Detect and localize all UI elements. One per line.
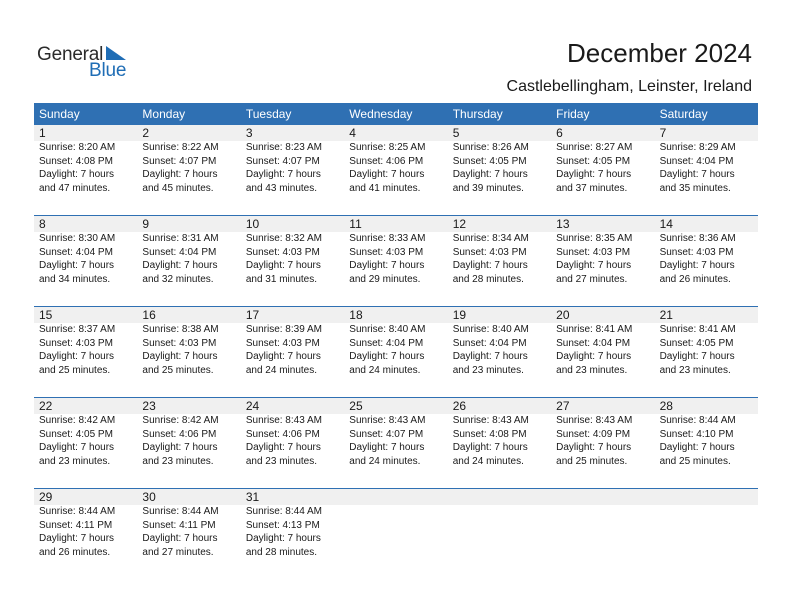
daylight-text: and 39 minutes.: [452, 182, 524, 194]
sunset-text: Sunset: 4:09 PM: [556, 428, 631, 440]
day-cell: [34, 307, 137, 377]
daylight-text: and 35 minutes.: [659, 182, 731, 194]
sunset-text: Sunset: 4:05 PM: [39, 428, 113, 440]
empty-day-cell: [344, 489, 447, 559]
day-cell: [137, 489, 240, 559]
daylight-text: Daylight: 7 hours: [39, 442, 115, 453]
logo: [37, 44, 147, 84]
sunset-text: Sunset: 4:03 PM: [452, 246, 527, 258]
day-number: 4: [349, 126, 356, 140]
daylight-text: Daylight: 7 hours: [245, 169, 321, 180]
sunrise-text: Sunrise: 8:41 AM: [659, 324, 736, 335]
day-number: 12: [452, 217, 467, 231]
sunrise-text: Sunrise: 8:43 AM: [245, 415, 322, 426]
sunset-text: Sunset: 4:05 PM: [659, 337, 734, 349]
day-number: 9: [142, 217, 150, 231]
day-number: 26: [452, 399, 467, 413]
logo-word-blue: Blue: [89, 60, 127, 81]
weekday-thursday: Thursday: [452, 107, 503, 121]
sunset-text: Sunset: 4:10 PM: [659, 428, 734, 440]
day-cell: [34, 216, 137, 286]
daylight-text: and 23 minutes.: [452, 364, 524, 376]
daylight-text: Daylight: 7 hours: [142, 533, 218, 544]
day-cell: [448, 216, 551, 286]
weekday-saturday: Saturday: [659, 107, 708, 121]
sunrise-text: Sunrise: 8:35 AM: [556, 233, 633, 244]
day-cell: [137, 216, 240, 286]
daylight-text: and 26 minutes.: [39, 546, 111, 558]
day-number: 16: [142, 308, 156, 322]
sunset-text: Sunset: 4:04 PM: [659, 155, 734, 167]
week-days: [34, 398, 758, 468]
day-cell: [241, 125, 344, 195]
weekday-tuesday: Tuesday: [245, 107, 292, 121]
weekday-monday: Monday: [142, 107, 186, 121]
sunrise-text: Sunrise: 8:34 AM: [452, 233, 529, 244]
daylight-text: and 25 minutes.: [556, 455, 628, 467]
sunset-text: Sunset: 4:07 PM: [349, 428, 424, 440]
day-cell: [551, 307, 654, 377]
daylight-text: and 23 minutes.: [556, 364, 628, 376]
day-number: 3: [245, 126, 253, 140]
day-number: 7: [659, 126, 667, 140]
sunset-text: Sunset: 4:03 PM: [39, 337, 113, 349]
sunset-text: Sunset: 4:07 PM: [245, 155, 320, 167]
day-number: 28: [659, 399, 673, 413]
day-number: 14: [659, 217, 673, 231]
day-cell: [344, 125, 447, 195]
day-number: 24: [245, 399, 260, 413]
sunrise-text: Sunrise: 8:40 AM: [349, 324, 426, 335]
sunrise-text: Sunrise: 8:26 AM: [452, 142, 529, 153]
daylight-text: and 31 minutes.: [245, 273, 318, 285]
sunrise-text: Sunrise: 8:40 AM: [452, 324, 529, 335]
daylight-text: Daylight: 7 hours: [142, 351, 218, 362]
daylight-text: and 37 minutes.: [556, 182, 628, 194]
day-cell: [448, 398, 551, 468]
sunrise-text: Sunrise: 8:42 AM: [39, 415, 116, 426]
daylight-text: Daylight: 7 hours: [452, 351, 528, 362]
daylight-text: and 23 minutes.: [39, 455, 111, 467]
day-cell: [551, 398, 654, 468]
daylight-text: Daylight: 7 hours: [659, 169, 735, 180]
week-days: [34, 489, 758, 559]
daylight-text: and 32 minutes.: [142, 273, 214, 285]
day-cell: [344, 216, 447, 286]
sunset-text: Sunset: 4:03 PM: [245, 337, 320, 349]
daylight-text: Daylight: 7 hours: [39, 533, 115, 544]
day-cell: [34, 398, 137, 468]
day-cell: [241, 398, 344, 468]
sunset-text: Sunset: 4:04 PM: [142, 246, 217, 258]
daylight-text: Daylight: 7 hours: [556, 260, 632, 271]
daylight-text: and 24 minutes.: [452, 455, 524, 467]
daylight-text: Daylight: 7 hours: [142, 169, 218, 180]
daylight-text: Daylight: 7 hours: [142, 442, 218, 453]
location-subtitle: Castlebellingham, Leinster, Ireland: [506, 78, 752, 95]
daylight-text: and 23 minutes.: [245, 455, 318, 467]
sunrise-text: Sunrise: 8:31 AM: [142, 233, 219, 244]
day-number: 31: [245, 490, 260, 504]
week-days: [34, 216, 758, 286]
week-row: [34, 397, 758, 488]
day-cell: [655, 307, 758, 377]
sunset-text: Sunset: 4:07 PM: [142, 155, 217, 167]
daylight-text: and 24 minutes.: [245, 364, 318, 376]
day-number: 5: [452, 126, 460, 140]
day-number: 6: [556, 126, 563, 140]
empty-day-cell: [655, 489, 758, 559]
daylight-text: and 47 minutes.: [39, 182, 111, 194]
sunset-text: Sunset: 4:06 PM: [349, 155, 424, 167]
sunset-text: Sunset: 4:13 PM: [245, 519, 320, 531]
day-cell: [241, 216, 344, 286]
daylight-text: and 45 minutes.: [142, 182, 214, 194]
daylight-text: and 34 minutes.: [39, 273, 111, 285]
daylight-text: and 23 minutes.: [659, 364, 731, 376]
day-cell: [34, 125, 137, 195]
weekday-wednesday: Wednesday: [349, 107, 413, 121]
sunset-text: Sunset: 4:05 PM: [556, 155, 631, 167]
daylight-text: and 27 minutes.: [556, 273, 628, 285]
daylight-text: Daylight: 7 hours: [39, 260, 115, 271]
sunset-text: Sunset: 4:04 PM: [39, 246, 113, 258]
sunset-text: Sunset: 4:08 PM: [452, 428, 527, 440]
day-number: 8: [39, 217, 46, 231]
logo-word-general: General: [37, 44, 104, 65]
day-number: 1: [39, 126, 46, 140]
daylight-text: and 25 minutes.: [659, 455, 731, 467]
sunrise-text: Sunrise: 8:39 AM: [245, 324, 322, 335]
day-cell: [137, 398, 240, 468]
sunrise-text: Sunrise: 8:29 AM: [659, 142, 736, 153]
day-cell: [551, 125, 654, 195]
sunrise-text: Sunrise: 8:44 AM: [39, 506, 116, 517]
week-row: [34, 488, 758, 579]
daylight-text: Daylight: 7 hours: [349, 351, 425, 362]
sunrise-text: Sunrise: 8:43 AM: [349, 415, 426, 426]
daylight-text: Daylight: 7 hours: [452, 260, 528, 271]
sunset-text: Sunset: 4:11 PM: [142, 519, 216, 531]
day-number: 19: [452, 308, 467, 322]
daylight-text: and 26 minutes.: [659, 273, 731, 285]
sunrise-text: Sunrise: 8:20 AM: [39, 142, 116, 153]
sunset-text: Sunset: 4:04 PM: [452, 337, 527, 349]
sunrise-text: Sunrise: 8:41 AM: [556, 324, 633, 335]
day-cell: [241, 307, 344, 377]
daylight-text: and 28 minutes.: [452, 273, 524, 285]
sunset-text: Sunset: 4:06 PM: [245, 428, 320, 440]
calendar-weeks: [34, 125, 758, 579]
day-cell: [344, 398, 447, 468]
week-days: [34, 125, 758, 195]
day-number: 15: [39, 308, 53, 322]
daylight-text: and 28 minutes.: [245, 546, 318, 558]
sunset-text: Sunset: 4:03 PM: [142, 337, 217, 349]
sunrise-text: Sunrise: 8:25 AM: [349, 142, 426, 153]
sunrise-text: Sunrise: 8:43 AM: [452, 415, 529, 426]
day-number: 17: [245, 308, 260, 322]
daylight-text: Daylight: 7 hours: [349, 442, 425, 453]
sunset-text: Sunset: 4:11 PM: [39, 519, 113, 531]
week-row: [34, 306, 758, 397]
day-number: 30: [142, 490, 156, 504]
sunrise-text: Sunrise: 8:27 AM: [556, 142, 633, 153]
sunrise-text: Sunrise: 8:37 AM: [39, 324, 116, 335]
day-cell: [655, 216, 758, 286]
empty-day-cell: [551, 489, 654, 559]
sunrise-text: Sunrise: 8:36 AM: [659, 233, 736, 244]
day-number: 21: [659, 308, 673, 322]
day-cell: [241, 489, 344, 559]
empty-day-cell: [448, 489, 551, 559]
weekday-sunday: Sunday: [39, 107, 80, 121]
daylight-text: and 25 minutes.: [142, 364, 214, 376]
day-number: 11: [349, 217, 362, 231]
daylight-text: Daylight: 7 hours: [39, 169, 115, 180]
sunset-text: Sunset: 4:03 PM: [349, 246, 424, 258]
daylight-text: Daylight: 7 hours: [349, 260, 425, 271]
day-cell: [655, 398, 758, 468]
daylight-text: and 41 minutes.: [349, 182, 421, 194]
day-cell: [551, 216, 654, 286]
daylight-text: and 24 minutes.: [349, 364, 421, 376]
sunrise-text: Sunrise: 8:43 AM: [556, 415, 633, 426]
sunset-text: Sunset: 4:03 PM: [659, 246, 734, 258]
sunset-text: Sunset: 4:03 PM: [556, 246, 631, 258]
sunrise-text: Sunrise: 8:33 AM: [349, 233, 426, 244]
week-row: [34, 215, 758, 306]
sunrise-text: Sunrise: 8:42 AM: [142, 415, 219, 426]
page-title: December 2024: [567, 38, 752, 68]
daylight-text: Daylight: 7 hours: [452, 169, 528, 180]
daylight-text: Daylight: 7 hours: [349, 169, 425, 180]
week-row: [34, 125, 758, 215]
day-number: 23: [142, 399, 156, 413]
sunset-text: Sunset: 4:04 PM: [556, 337, 631, 349]
day-cell: [448, 307, 551, 377]
day-cell: [344, 307, 447, 377]
day-number: 27: [556, 399, 570, 413]
day-number: 20: [556, 308, 570, 322]
weekday-friday: Friday: [556, 107, 590, 121]
daylight-text: and 25 minutes.: [39, 364, 111, 376]
week-days: [34, 307, 758, 377]
day-cell: [448, 125, 551, 195]
day-cell: [34, 489, 137, 559]
day-cell: [137, 307, 240, 377]
weekday-header: [34, 103, 758, 125]
daylight-text: Daylight: 7 hours: [245, 351, 321, 362]
day-number: 29: [39, 490, 53, 504]
sunrise-text: Sunrise: 8:44 AM: [245, 506, 322, 517]
sunrise-text: Sunrise: 8:22 AM: [142, 142, 219, 153]
sunset-text: Sunset: 4:04 PM: [349, 337, 424, 349]
daylight-text: Daylight: 7 hours: [556, 351, 632, 362]
sunrise-text: Sunrise: 8:44 AM: [659, 415, 736, 426]
daylight-text: Daylight: 7 hours: [659, 351, 735, 362]
day-number: 25: [349, 399, 363, 413]
daylight-text: and 43 minutes.: [245, 182, 318, 194]
daylight-text: and 23 minutes.: [142, 455, 214, 467]
daylight-text: and 24 minutes.: [349, 455, 421, 467]
sunrise-text: Sunrise: 8:23 AM: [245, 142, 322, 153]
daylight-text: and 27 minutes.: [142, 546, 214, 558]
day-cell: [655, 125, 758, 195]
daylight-text: Daylight: 7 hours: [39, 351, 115, 362]
day-cell: [137, 125, 240, 195]
day-number: 22: [39, 399, 53, 413]
sunset-text: Sunset: 4:05 PM: [452, 155, 527, 167]
sunrise-text: Sunrise: 8:30 AM: [39, 233, 116, 244]
daylight-text: Daylight: 7 hours: [659, 442, 735, 453]
sunset-text: Sunset: 4:06 PM: [142, 428, 217, 440]
daylight-text: and 29 minutes.: [349, 273, 421, 285]
day-number: 2: [142, 126, 150, 140]
sunset-text: Sunset: 4:03 PM: [245, 246, 320, 258]
day-number: 10: [245, 217, 260, 231]
sunset-text: Sunset: 4:08 PM: [39, 155, 113, 167]
daylight-text: Daylight: 7 hours: [452, 442, 528, 453]
daylight-text: Daylight: 7 hours: [245, 260, 321, 271]
daylight-text: Daylight: 7 hours: [142, 260, 218, 271]
day-number: 13: [556, 217, 570, 231]
day-number: 18: [349, 308, 363, 322]
daylight-text: Daylight: 7 hours: [556, 169, 632, 180]
daylight-text: Daylight: 7 hours: [556, 442, 632, 453]
sunrise-text: Sunrise: 8:32 AM: [245, 233, 322, 244]
daylight-text: Daylight: 7 hours: [245, 442, 321, 453]
calendar: [34, 103, 758, 579]
daylight-text: Daylight: 7 hours: [245, 533, 321, 544]
sunrise-text: Sunrise: 8:38 AM: [142, 324, 219, 335]
daylight-text: Daylight: 7 hours: [659, 260, 735, 271]
sunrise-text: Sunrise: 8:44 AM: [142, 506, 219, 517]
